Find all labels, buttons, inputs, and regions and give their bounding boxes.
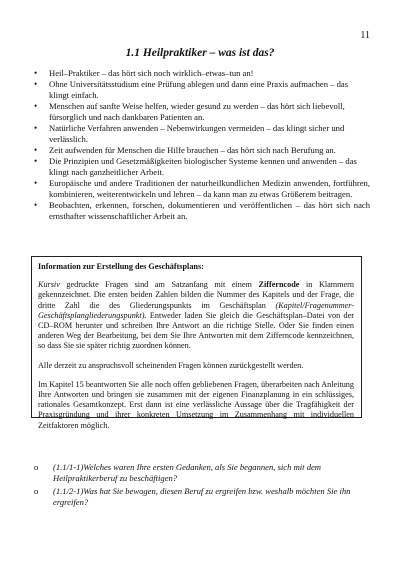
circle-bullet-icon: o — [34, 462, 39, 472]
bullet-text: Heil–Praktiker – das hört sich noch wirklich–etwas–tun an! — [49, 68, 254, 78]
bullet-text: Beobachten, erkennen, forschen, dokumentieren und veröffentlichen – das hört sich nach ernsthafter wissenschaftlicher Arbeit an. — [49, 200, 370, 221]
italic-term: Kursiv — [38, 280, 60, 290]
list-item — [34, 68, 370, 79]
info-text: gedruckte Fragen sind am Satzanfang mit einem — [59, 280, 259, 290]
bullet-icon: • — [34, 123, 38, 133]
info-paragraph-3: Im Kapitel 15 beantworten Sie alle noch offen gebliebenen Fragen, überarbeiten nach Anleitung Ihre Antworten und bringen sie zusammen mit der eigenen Finanzplanung in ein schlüssiges, rationales Gesamtkonzept. Erst dann ist eine verlässliche Aussage über die Tragfähigkeit der Praxisgründung und ihrer konkreten Umsetzung im Zusammenhang mit individuellen Zeitfaktoren möglich. — [38, 379, 354, 430]
bullet-icon: • — [34, 145, 38, 155]
circle-bullet-icon: o — [34, 486, 39, 496]
list-item — [34, 145, 370, 156]
list-item — [34, 200, 370, 222]
bold-term: Zifferncode — [258, 280, 300, 290]
bullet-text: Zeit aufwenden für Menschen die Hilfe brauchen – das hört sich nach Berufung an. — [49, 145, 336, 155]
question-text: (1.1/2-1)Was hat Sie bewogen, diesen Beruf zu ergreifen bzw. weshalb möchten Sie ihn ergreifen? — [53, 486, 351, 507]
bullet-text: Europäische und andere Traditionen der naturheilkundlichen Medizin anwenden, fortführen, kombinieren, weiterentwickeln und lehren – da kann man zu etwas Größerem beitragen. — [49, 178, 370, 199]
info-paragraph-1 — [38, 280, 354, 351]
list-item — [34, 156, 370, 178]
list-item — [34, 79, 370, 101]
bullet-icon: • — [34, 200, 38, 210]
bullet-text: Die Prinzipien und Gesetzmäßigkeiten biologischer Systeme kennen und anwenden – das klingt nach ganzheitlicher Arbeit. — [49, 156, 357, 177]
list-item — [34, 123, 370, 145]
bullet-text: Menschen auf sanfte Weise helfen, wieder gesund zu werden – das hört sich liebevoll, fürsorglich und nach dankbaren Patienten an. — [49, 101, 345, 122]
bullet-list — [34, 68, 370, 222]
question-item — [34, 462, 362, 484]
page-title: 1.1 Heilpraktiker – was ist das? — [125, 47, 275, 59]
bullet-text: Ohne Universitätsstudium eine Prüfung ablegen und dann eine Praxis aufmachen – das klingt einfach. — [49, 79, 349, 100]
bullet-text: Natürliche Verfahren anwenden – Nebenwirkungen vermeiden – das klingt sicher und verlässlich. — [49, 123, 345, 144]
question-item — [34, 486, 362, 508]
question-text: (1.1/1-1)Welches waren Ihre ersten Gedanken, als Sie begannen, sich mit dem Heilpraktikerberuf zu beschäftigen? — [53, 462, 322, 483]
info-box-title: Information zur Erstellung des Geschäftsplans: — [38, 262, 204, 271]
info-box — [31, 256, 362, 430]
info-text: . Entweder laden Sie gleich die Geschäftsplan–Datei von der CD–ROM herunter und schreiben Ihre Antwort an die richtige Stelle. Oder Sie finden einen anderen Weg der Bearbeitung, bei dem Sie Ihre Antworten mit dem Zifferncode kennzeichnen, so dass Sie sie später richtig zuordnen können. — [38, 310, 354, 351]
bullet-icon: • — [34, 68, 38, 78]
info-paragraph-2: Alle derzeit zu anspruchsvoll scheinenden Fragen können zurückgestellt werden. — [38, 360, 304, 370]
italic-reference: (Kapitel/Fragenummer-Geschäftsplangliederungspunkt) — [38, 300, 354, 320]
bullet-icon: • — [34, 101, 38, 111]
list-item — [34, 178, 370, 200]
info-text: in Klammern gekennzeichnet. Die ersten beiden Zahlen bilden die Nummer des Kapitels und der Frage, die dritte Zahl die des Gliederungspunkts im Geschäftsplan — [38, 280, 354, 310]
list-item — [34, 101, 370, 123]
bullet-icon: • — [34, 79, 38, 89]
bullet-icon: • — [34, 178, 38, 188]
question-list — [34, 462, 362, 510]
page-number: 11 — [360, 30, 370, 41]
bullet-icon: • — [34, 156, 38, 166]
